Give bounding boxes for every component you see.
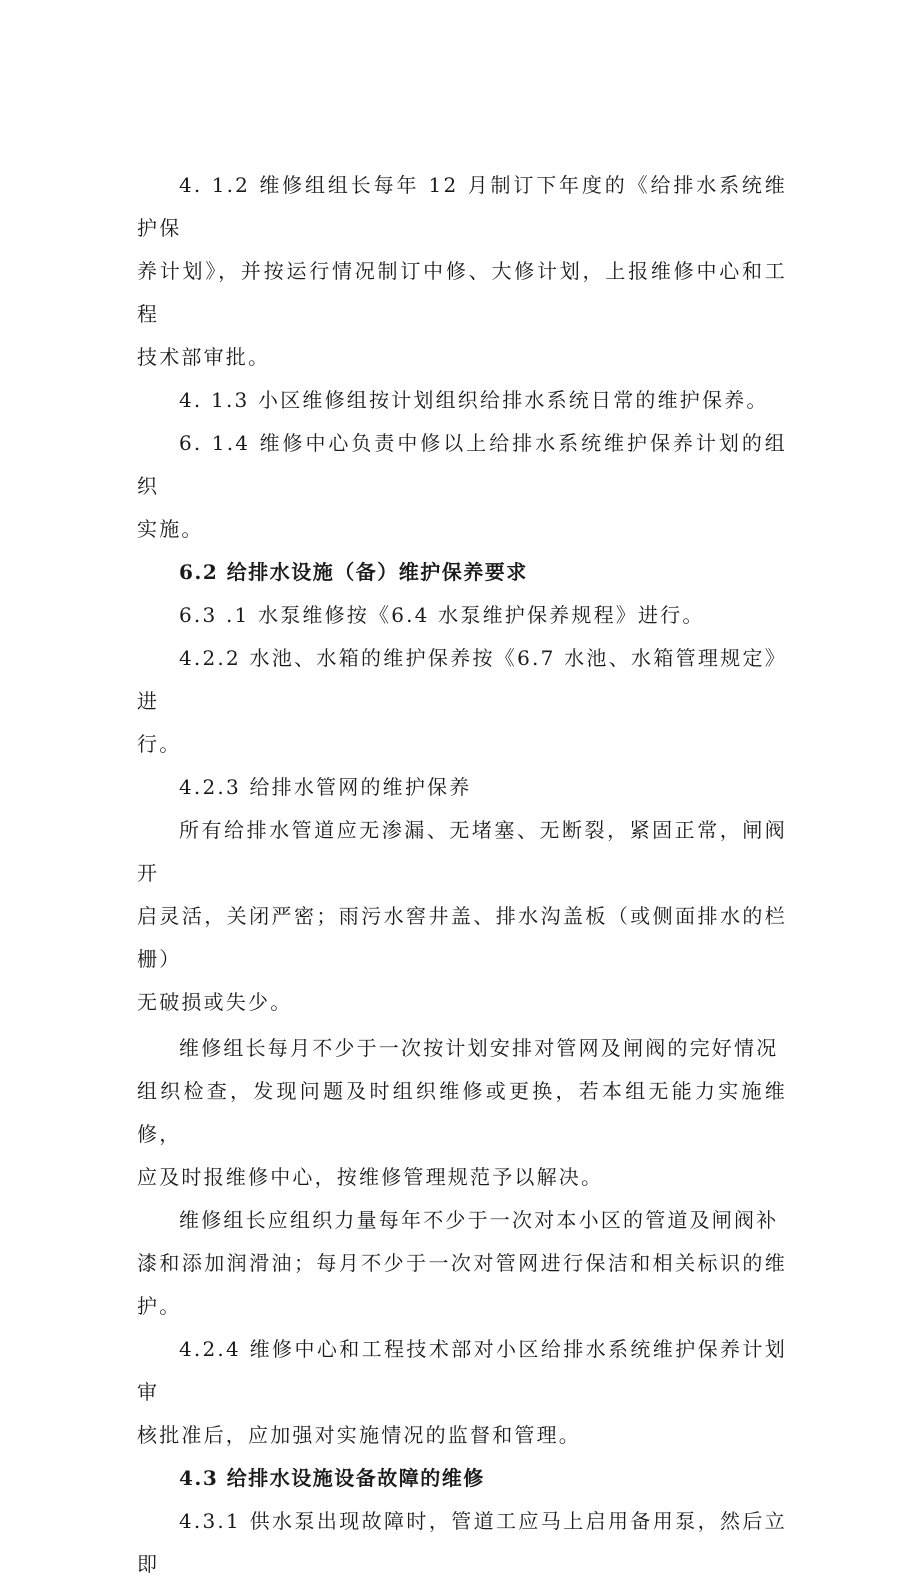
- text-line: 4.3.1 供水泵出现故障时，管道工应马上启用备用泵，然后立即: [137, 1509, 787, 1576]
- text-line: 行。: [137, 732, 182, 756]
- text-line: 4.2.2 水池、水箱的维护保养按《6.7 水池、水箱管理规定》进: [137, 646, 787, 713]
- heading-text: 4.3 给排水设施设备故障的维修: [179, 1466, 485, 1490]
- text-line: 4.2.4 维修中心和工程技术部对小区给排水系统维护保养计划审: [137, 1337, 787, 1404]
- text-line: 6.3 .1 水泵维修按《6.4 水泵维护保养规程》进行。: [179, 603, 705, 627]
- section-heading-4-3: [137, 1457, 787, 1500]
- paragraph-6-1-4: [137, 422, 787, 551]
- paragraph-4-2-3: [137, 766, 787, 809]
- text-line: 漆和添加润滑油；每月不少于一次对管网进行保洁和相关标识的维护。: [137, 1251, 787, 1318]
- paragraph-monthly-inspection: [137, 1027, 787, 1199]
- section-heading-6-2: [137, 551, 787, 594]
- text-line: 维修组长应组织力量每年不少于一次对本小区的管道及闸阀补: [179, 1208, 779, 1232]
- text-line: 启灵活，关闭严密；雨污水窖井盖、排水沟盖板（或侧面排水的栏栅）: [137, 904, 787, 971]
- heading-text: 6.2 给排水设施（备）维护保养要求: [179, 560, 528, 584]
- text-line: 4. 1.2 维修组组长每年 12 月制订下年度的《给排水系统维护保: [137, 173, 787, 240]
- text-line: 4. 1.3 小区维修组按计划组织给排水系统日常的维护保养。: [179, 388, 769, 412]
- paragraph-4-1-2: [137, 164, 787, 379]
- text-line: 技术部审批。: [137, 345, 271, 369]
- text-line: 核批准后，应加强对实施情况的监督和管理。: [137, 1423, 581, 1447]
- text-line: 养计划》，并按运行情况制订中修、大修计划，上报维修中心和工程: [137, 259, 787, 326]
- paragraph-annual-painting: [137, 1199, 787, 1328]
- text-line: 4.2.3 给排水管网的维护保养: [179, 775, 472, 799]
- paragraph-pipes-requirements: [137, 809, 787, 1024]
- text-line: 所有给排水管道应无渗漏、无堵塞、无断裂，紧固正常，闸阀开: [137, 818, 787, 885]
- text-line: 维修组长每月不少于一次按计划安排对管网及闸阀的完好情况: [179, 1036, 779, 1060]
- text-line: 组织检查，发现问题及时组织维修或更换，若本组无能力实施维修，: [137, 1079, 787, 1146]
- paragraph-4-1-3: [137, 379, 787, 422]
- document-page: [137, 164, 787, 1586]
- text-line: 6. 1.4 维修中心负责中修以上给排水系统维护保养计划的组织: [137, 431, 787, 498]
- paragraph-4-2-4: [137, 1328, 787, 1457]
- paragraph-4-2-2: [137, 637, 787, 766]
- text-line: 实施。: [137, 517, 204, 541]
- text-line: 无破损或失少。: [137, 990, 293, 1014]
- paragraph-6-3-1: [137, 594, 787, 637]
- paragraph-4-3-1: [137, 1500, 787, 1586]
- text-line: 应及时报维修中心，按维修管理规范予以解决。: [137, 1165, 604, 1189]
